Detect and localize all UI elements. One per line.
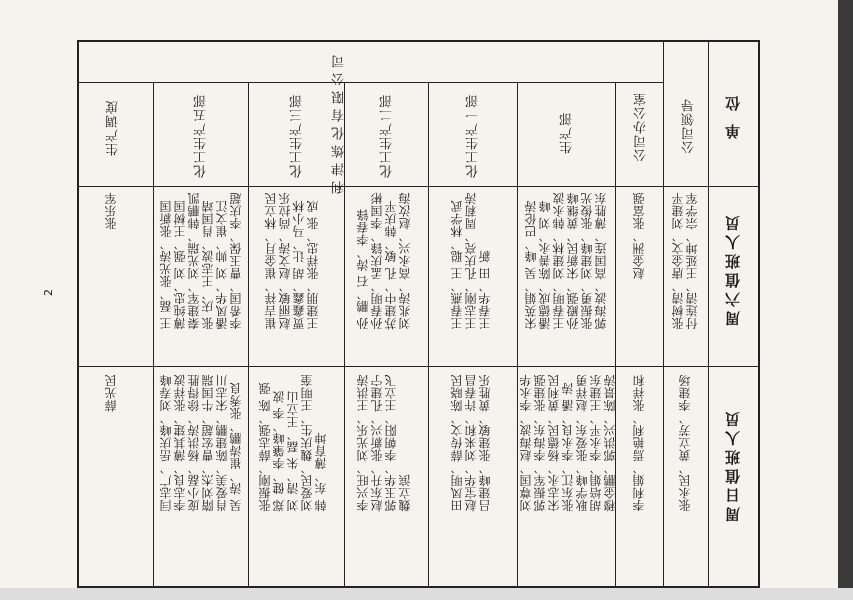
scan-edge bbox=[838, 0, 853, 600]
row-divider-2 bbox=[615, 82, 616, 588]
table-border-right bbox=[758, 40, 760, 588]
zhou6-names-chem5: 王 磊、张光涛、张新国 薄纯忠、刘 强、王树国 秦建军、刘光瑞、韩鹏凯 张 庆、王志波、肖国靖 潘凤华、刘 帅、崔文江 李希国、曹玉保、李庆超 bbox=[159, 192, 243, 330]
table-border-top bbox=[77, 40, 760, 42]
page-number: 2 bbox=[42, 288, 55, 296]
zhou7-names-chem3: 张振刚、薛志强、陈 强 郑 健、李肇峰、李 波 刘 清、朱 磊、王立山 刘爱民、魏庆生、王明奎 韩 东、薄育坤 bbox=[258, 374, 328, 512]
zhou6-names-chem3: 崔吉祥、崔金月、林立民 赵丽敏、赵文涛、尚拉乐 贾鑫鑫、胡 让、马小林 王建朋、张祥忠、张 成 bbox=[264, 192, 320, 330]
row-divider-7 bbox=[153, 82, 154, 588]
unit-name: 化工生产二部 bbox=[380, 94, 395, 178]
zhou6-names-chem1: 王春燕、王 聪、林学武 王志刚、孔庆亮、周莉涛 王春华、田 新 bbox=[450, 192, 492, 330]
header-zhou7: 周日值班人员 bbox=[724, 408, 742, 522]
unit-name: 化工生产一部 bbox=[466, 94, 481, 178]
zhou7-names-chem5: 闫志广、岳庆峰、刘寿峰 李志良、薄其建、张祥波 庞小磊、杨洪涛、徐得胜 隋刘杰、曹宏超、牛国瑞 肖爱美、陈建鹏、宋志川 吴 涛、崔涛鹏、张秀良 bbox=[159, 374, 243, 512]
company-column-divider bbox=[77, 82, 663, 83]
unit-name: 化工生产三部 bbox=[290, 94, 305, 178]
unit-name: 公司办公室 bbox=[634, 92, 649, 162]
zhou6-names-production: 宋英娟、吴 峰、巴伦涛 潘德成、陈善永、刘 峰 王春明、刘建林、韩永波 孙殿强、宋新民、黄继峰 张振勇、刘建峰、张俊光 郭海波、高国连、薄胜东 bbox=[524, 192, 608, 330]
unit-name: 公司领导 bbox=[682, 98, 697, 154]
zhou7-names-production: 刘尊国、赵海波、李永华 郭振军、李海东、张建强 宋志永、杨德民、黄利民 张东江、李永良、潘 涛 耿学峰、张爱东、赵祥勇 胡培娟、李永平、王建东 穆金鹏、郭洪兴、陈景涛 bbox=[519, 374, 617, 512]
header-row-divider bbox=[708, 40, 709, 588]
zhou6-zhou7-divider bbox=[77, 366, 759, 367]
zhou6-names-dispatch: 张乐军 bbox=[104, 192, 118, 230]
header-zhou6: 周六值班人员 bbox=[724, 212, 742, 326]
zhou6-names-leadership: 张树清、唐金文、刘建平 付连清、王延坤、宗学军 bbox=[671, 192, 699, 330]
table-border-left bbox=[77, 40, 79, 588]
unit-name: 生产部 bbox=[560, 112, 575, 154]
row-divider-1 bbox=[663, 40, 664, 588]
row-divider-6 bbox=[248, 82, 249, 588]
zhou7-names-leadership: 张永民、黄立芳、李建场 bbox=[678, 374, 692, 512]
unit-name: 生产调度 bbox=[106, 100, 121, 156]
zhou7-names-chem1: 田凤明、薛传文、陈晓民 赵宝华、刘来和、许春昌 吕建峰、张建敏、黄胜乐 bbox=[450, 374, 492, 512]
company-name: 利津炼化有限公司 bbox=[332, 50, 347, 194]
row-divider-4 bbox=[428, 82, 429, 588]
zhou6-names-chem2: 孙 鹏、石 涛、李春锋 孙春明、孟庆锋、李国彬 苏建中、孔 敏、韩庆平 刘兆涛、高永兴、赵汝海 bbox=[356, 192, 412, 330]
zhou7-names-dispatch: 薛光民 bbox=[104, 374, 118, 412]
zhou7-names-chem2: 李兴旺、刘光乐、王洪涛 赵东升、张新兴、孔建宁 郭玉华、李朝阳、王立飞 魏立滨 bbox=[356, 374, 412, 512]
unit-column-divider bbox=[77, 186, 759, 187]
unit-name: 化工生产五部 bbox=[194, 94, 209, 178]
row-divider-3 bbox=[517, 82, 518, 588]
scan-bottom-edge bbox=[0, 588, 853, 600]
header-unit: 单 位 bbox=[724, 92, 742, 140]
zhou6-names-office: 赵金洲、张富强 bbox=[632, 192, 646, 280]
zhou7-names-office: 李利娟、焉艳利、张祥和 bbox=[632, 374, 646, 512]
